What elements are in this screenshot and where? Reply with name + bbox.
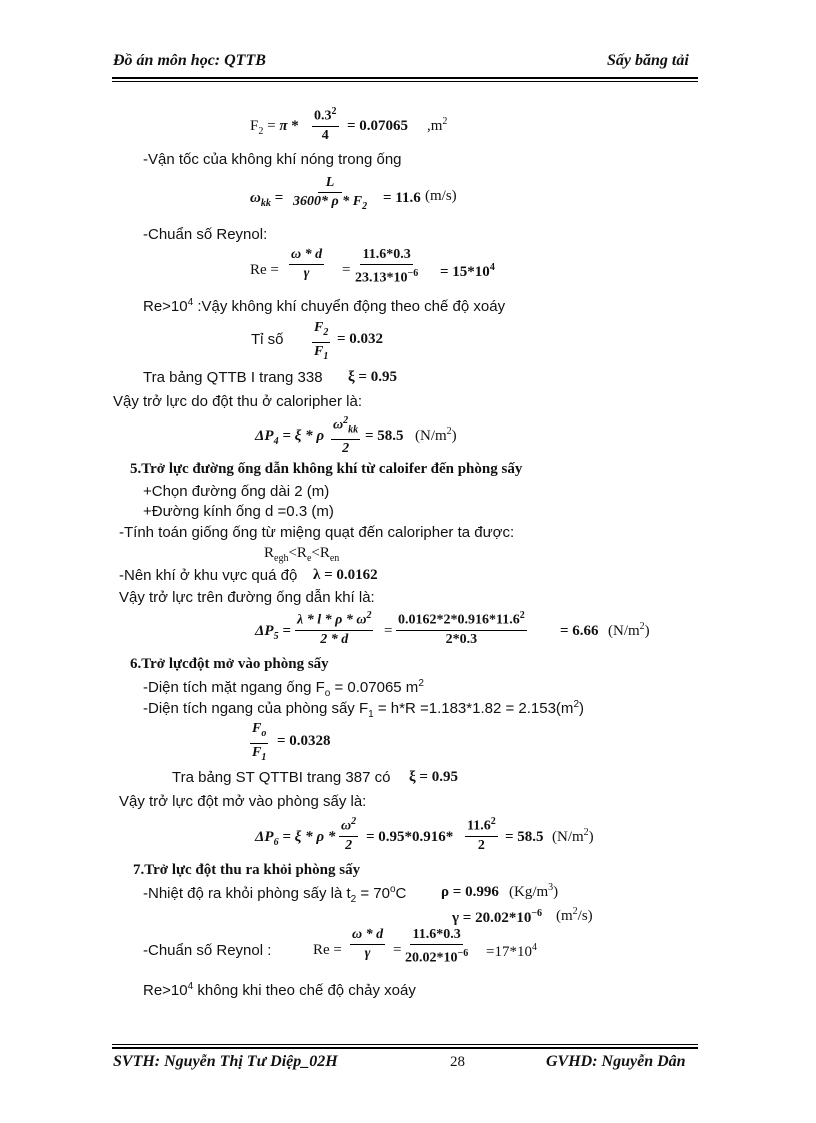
dp5-fraction-2: $\frac{0.0162*2*0.916*11.6^2}{2*0.3}$ — [396, 607, 527, 649]
omega-fraction: $\frac{L}{3600* \rho * F_2}$ — [293, 175, 368, 212]
omega-lhs: $\omega_{kk}$ = — [250, 190, 284, 209]
dp4-result: = 58.5 — [365, 428, 404, 444]
re-lhs: Re = — [250, 262, 279, 278]
conclusion-1: Vậy trở lực do đột thu ở caloripher là: — [113, 393, 362, 410]
f2-fraction: $\frac{0.3^2}{4}$ — [312, 103, 339, 145]
header-rule-thin — [112, 81, 698, 82]
section-7-re-fraction-1: $\frac{\omega * d}{\gamma}$ — [352, 927, 384, 961]
f2-unit: $,m^2$ — [427, 116, 448, 134]
re-fraction-2: $\frac{11.6*0.3}{23.13*10^{-6}}$ — [355, 247, 419, 286]
re-fraction-1: $\frac{\omega * d}{\gamma}$ — [291, 247, 323, 281]
section-6-title: 6.Trở lựcđột mở vào phòng sấy — [130, 656, 329, 672]
dp5-fraction-1: $\frac{\lambda * l * \rho * \omega^2}{2 * d}$ — [295, 607, 373, 649]
ratio-result: = 0.032 — [337, 331, 384, 347]
section-7-temperature: -Nhiệt độ ra khỏi phòng sấy là $t_2 = 70^oC$ — [143, 884, 407, 905]
section-7-density-unit: $(Kg/m^3)$ — [509, 882, 559, 900]
ratio-fraction: $\frac{F_2}{F_1}$ — [314, 320, 329, 362]
section-7-reynol-label: -Chuẩn số Reynol : — [143, 942, 272, 959]
ratio-label: Tỉ số — [251, 331, 284, 348]
section-5-line-c: -Tính toán giống ống từ miệng quạt đến caloripher ta được: — [119, 524, 515, 541]
f2-result: = 0.07065 — [347, 118, 409, 134]
section-5-line-a: +Chọn đường ống dài 2 (m) — [143, 483, 330, 500]
omega-unit: (m/s) — [425, 188, 457, 204]
dp6-result: = 58.5 — [505, 829, 544, 845]
lookup-1: Tra bảng QTTB I trang 338 — [143, 369, 323, 386]
section-5-line-b: +Đường kính ống d =0.3 (m) — [143, 503, 334, 520]
section-5-line-d: -Nên khí ở khu vực quá độ — [119, 567, 298, 584]
dp5-result: = 6.66 — [560, 623, 599, 639]
footer-supervisor: GVHD: Nguyễn Dân — [546, 1053, 686, 1070]
dp4-lhs: $\Delta P_4 = \xi * \rho$ — [255, 428, 325, 447]
dp6-unit: $(N/m^2)$ — [552, 827, 594, 845]
dp6-fraction-2: $\frac{11.6^2}{2}$ — [465, 813, 498, 855]
section-7-re-lhs: Re = — [313, 942, 342, 958]
section-7-re-result: $=17*10^4$ — [486, 942, 537, 960]
re-eq: = — [342, 262, 351, 278]
section-7-re-fraction-2: $\frac{11.6*0.3}{20.02*10^{-6}}$ — [405, 927, 469, 966]
dp5-unit: $(N/m^2)$ — [608, 621, 650, 639]
dp6-fraction-1: $\frac{\omega^2}{2}$ — [339, 813, 358, 855]
omega-result: = 11.6 — [383, 190, 421, 206]
section-7-re-eq: = — [393, 942, 402, 958]
f2-lhs: $F_2 = \pi$ * — [250, 118, 299, 137]
dp6-lhs: $\Delta P_6 = \xi * \rho$ * — [255, 829, 336, 848]
lookup-2: Tra bảng ST QTTBI trang 387 có — [172, 769, 391, 786]
conclusion-3: Vậy trở lực đột mở vào phòng sấy là: — [119, 793, 367, 810]
re-result: = $15*10^4$ — [440, 262, 495, 280]
lookup-1-xi: ξ = 0.95 — [348, 369, 397, 385]
section-7-conclusion: $Re>10^4$ không khi theo chế độ chảy xoáy — [143, 981, 416, 999]
section-7-density: ρ = 0.996 — [441, 884, 499, 900]
header-left: Đồ án môn học: QTTB — [113, 52, 266, 69]
dp5-eq: = — [384, 623, 393, 639]
section-6-fraction: $\frac{F_o}{F_1}$ — [252, 721, 267, 763]
section-5-lambda: λ = 0.0162 — [313, 567, 378, 583]
section-6-ratio-result: = 0.0328 — [277, 733, 331, 749]
footer-rule — [112, 1047, 698, 1049]
section-6-line-b: -Diện tích ngang của phòng sấy $F_1 = h*R =1.183*1.82 = 2.153(m^2)$ — [143, 699, 584, 720]
reynol-text: -Chuẩn số Reynol: — [143, 226, 268, 243]
dp5-lhs: $\Delta P_5$ = — [255, 623, 291, 642]
re-compare: $Re>10^4$ :Vậy không khí chuyển động theo chế độ xoáy — [143, 297, 506, 315]
header-rule — [112, 77, 698, 79]
lookup-2-xi: ξ = 0.95 — [409, 769, 458, 785]
header-right: Sấy băng tải — [607, 52, 689, 69]
section-7-viscosity-unit: $(m^2/s)$ — [556, 906, 593, 924]
section-7-title: 7.Trở lực đột thu ra khỏi phòng sấy — [133, 862, 361, 878]
dp4-unit: $(N/m^2)$ — [415, 426, 457, 444]
footer-student: SVTH: Nguyễn Thị Tư Diệp_02H — [113, 1053, 338, 1070]
page-number: 28 — [450, 1054, 465, 1070]
velocity-text: -Vận tốc của không khí nóng trong ống — [143, 151, 402, 168]
section-6-line-a: -Diện tích mặt ngang ống $F_o = 0.07065$ $m^2$ — [143, 678, 424, 699]
dp6-mid: = 0.95*0.916* — [366, 829, 454, 845]
footer-rule-thin — [112, 1044, 698, 1045]
conclusion-2: Vậy trở lực trên đường ống dẫn khí là: — [119, 589, 375, 606]
section-5-title: 5.Trở lực đường ống dẫn không khí từ caloifer đến phòng sấy — [130, 461, 523, 477]
section-7-viscosity: $\gamma = 20.02*10^{-6}$ — [452, 908, 543, 926]
section-5-reynolds-range: $R_{egh}<R_e<R_{en}$ — [264, 545, 340, 564]
dp4-fraction: $\frac{\omega^2_{kk}}{2}$ — [331, 412, 360, 458]
